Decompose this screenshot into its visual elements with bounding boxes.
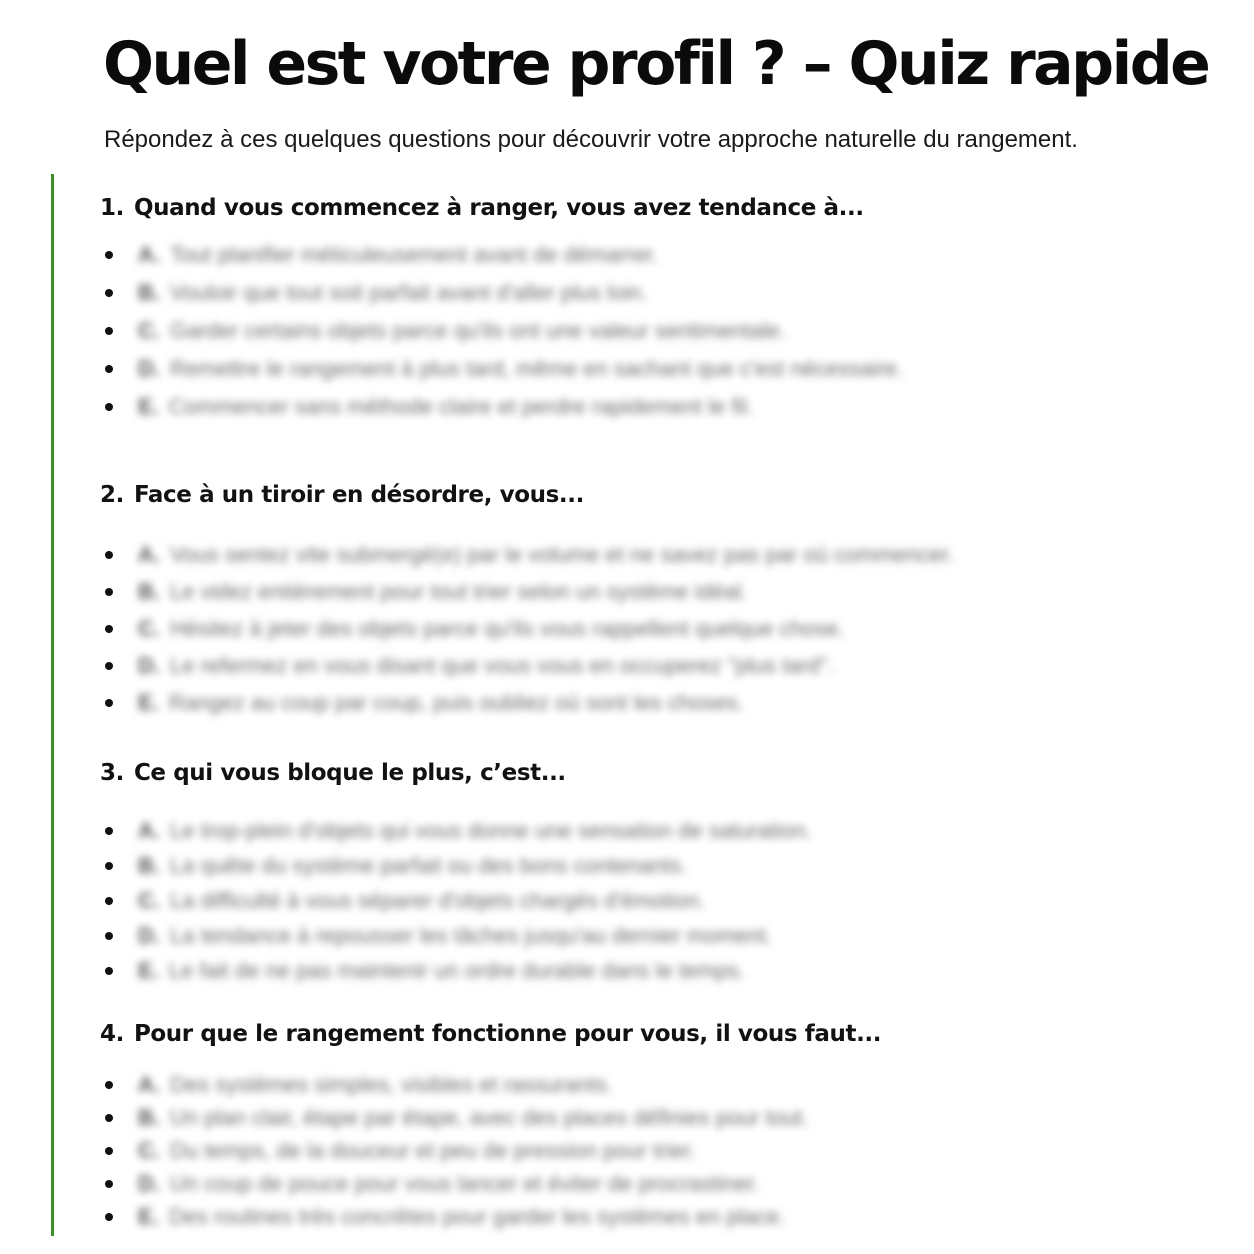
answer-option-e[interactable] <box>100 684 1220 721</box>
option-letter: E. <box>138 394 159 419</box>
option-text: Remettre le rangement à plus tard, même en sachant que c'est nécessaire. <box>170 356 904 381</box>
option-letter: A. <box>138 818 160 843</box>
bullet-icon <box>105 1114 113 1122</box>
bullet-icon <box>105 827 113 835</box>
bullet-icon <box>105 289 113 297</box>
bullet-icon <box>105 932 113 940</box>
page-subtitle: Répondez à ces quelques questions pour découvrir votre approche naturelle du rangement. <box>104 126 1078 153</box>
option-text: Le fait de ne pas maintenir un ordre durable dans le temps. <box>168 958 745 983</box>
option-letter: D. <box>138 1171 160 1196</box>
question-title <box>100 479 1220 511</box>
bullet-icon <box>105 1213 113 1221</box>
bullet-icon <box>105 365 113 373</box>
option-text: La tendance à repousser les tâches jusqu'au dernier moment. <box>170 923 773 948</box>
answer-option-d[interactable] <box>100 350 1220 388</box>
bullet-icon <box>105 662 113 670</box>
question-4 <box>100 1018 1220 1233</box>
question-number: 3. <box>100 760 124 786</box>
option-text: La difficulté à vous séparer d'objets chargés d'émotion. <box>170 888 706 913</box>
answer-list <box>100 1068 1220 1233</box>
option-text: Commencer sans méthode claire et perdre rapidement le fil. <box>168 394 754 419</box>
question-text: Pour que le rangement fonctionne pour vous, il vous faut... <box>133 1021 882 1047</box>
option-text: Un coup de pouce pour vous lancer et éviter de procrastiner. <box>170 1171 760 1196</box>
answer-option-d[interactable] <box>100 918 1220 953</box>
answer-list <box>100 236 1220 426</box>
option-letter: C. <box>138 1138 160 1163</box>
answer-option-c[interactable] <box>100 883 1220 918</box>
question-text: Face à un tiroir en désordre, vous... <box>133 482 584 508</box>
bullet-icon <box>105 625 113 633</box>
option-letter: A. <box>138 242 160 267</box>
answer-option-d[interactable] <box>100 647 1220 684</box>
answer-option-e[interactable] <box>100 1200 1220 1233</box>
bullet-icon <box>105 588 113 596</box>
option-text: Le videz entièrement pour tout trier selon un système idéal. <box>170 579 748 604</box>
option-letter: A. <box>138 542 160 567</box>
option-letter: C. <box>138 888 160 913</box>
option-letter: D. <box>138 923 160 948</box>
question-text: Ce qui vous bloque le plus, c’est... <box>133 760 566 786</box>
bullet-icon <box>105 897 113 905</box>
option-letter: B. <box>138 853 160 878</box>
option-letter: D. <box>138 653 160 678</box>
option-text: Hésitez à jeter des objets parce qu'ils vous rappellent quelque chose. <box>170 616 845 641</box>
question-title <box>100 1018 1220 1050</box>
option-letter: C. <box>138 616 160 641</box>
option-letter: D. <box>138 356 160 381</box>
option-letter: E. <box>138 958 159 983</box>
question-title <box>100 192 1220 224</box>
answer-option-a[interactable] <box>100 1068 1220 1101</box>
answer-option-c[interactable] <box>100 312 1220 350</box>
option-text: Un plan clair, étape par étape, avec des places définies pour tout. <box>170 1105 809 1130</box>
bullet-icon <box>105 403 113 411</box>
question-number: 2. <box>100 482 124 508</box>
answer-option-e[interactable] <box>100 953 1220 988</box>
question-2 <box>100 479 1220 721</box>
answer-option-b[interactable] <box>100 848 1220 883</box>
bullet-icon <box>105 1081 113 1089</box>
answer-option-d[interactable] <box>100 1167 1220 1200</box>
answer-list <box>100 813 1220 988</box>
question-number: 1. <box>100 195 124 221</box>
option-text: Tout planifier méticuleusement avant de démarrer. <box>170 242 658 267</box>
question-text: Quand vous commencez à ranger, vous avez tendance à... <box>133 195 864 221</box>
option-letter: E. <box>138 1204 159 1229</box>
question-number: 4. <box>100 1021 124 1047</box>
bullet-icon <box>105 1180 113 1188</box>
answer-list <box>100 536 1220 721</box>
answer-option-c[interactable] <box>100 1134 1220 1167</box>
question-title <box>100 757 1220 789</box>
page-title: Quel est votre profil ? – Quiz rapide <box>103 29 1209 99</box>
bullet-icon <box>105 967 113 975</box>
accent-rule <box>51 174 54 1236</box>
option-text: Du temps, de la douceur et peu de pression pour trier. <box>170 1138 696 1163</box>
question-1 <box>100 192 1220 426</box>
option-letter: B. <box>138 280 160 305</box>
answer-option-a[interactable] <box>100 236 1220 274</box>
option-text: Des routines très concrètes pour garder les systèmes en place. <box>168 1204 786 1229</box>
answer-option-b[interactable] <box>100 1101 1220 1134</box>
option-text: La quête du système parfait ou des bons contenants. <box>170 853 688 878</box>
option-text: Garder certains objets parce qu'ils ont une valeur sentimentale. <box>170 318 786 343</box>
bullet-icon <box>105 251 113 259</box>
option-text: Rangez au coup par coup, puis oubliez où sont les choses. <box>168 690 744 715</box>
option-text: Des systèmes simples, visibles et rassurants. <box>170 1072 613 1097</box>
option-text: Vouloir que tout soit parfait avant d'aller plus loin. <box>170 280 648 305</box>
bullet-icon <box>105 699 113 707</box>
bullet-icon <box>105 327 113 335</box>
option-letter: B. <box>138 579 160 604</box>
answer-option-b[interactable] <box>100 573 1220 610</box>
question-3 <box>100 757 1220 988</box>
bullet-icon <box>105 862 113 870</box>
answer-option-a[interactable] <box>100 813 1220 848</box>
option-letter: E. <box>138 690 159 715</box>
option-letter: C. <box>138 318 160 343</box>
option-text: Le trop-plein d'objets qui vous donne une sensation de saturation. <box>170 818 812 843</box>
answer-option-b[interactable] <box>100 274 1220 312</box>
answer-option-c[interactable] <box>100 610 1220 647</box>
option-text: Vous sentez vite submergé(e) par le volume et ne savez pas par où commencer. <box>170 542 954 567</box>
answer-option-e[interactable] <box>100 388 1220 426</box>
answer-option-a[interactable] <box>100 536 1220 573</box>
bullet-icon <box>105 551 113 559</box>
option-letter: B. <box>138 1105 160 1130</box>
option-letter: A. <box>138 1072 160 1097</box>
option-text: Le refermez en vous disant que vous vous en occuperez "plus tard". <box>170 653 834 678</box>
bullet-icon <box>105 1147 113 1155</box>
